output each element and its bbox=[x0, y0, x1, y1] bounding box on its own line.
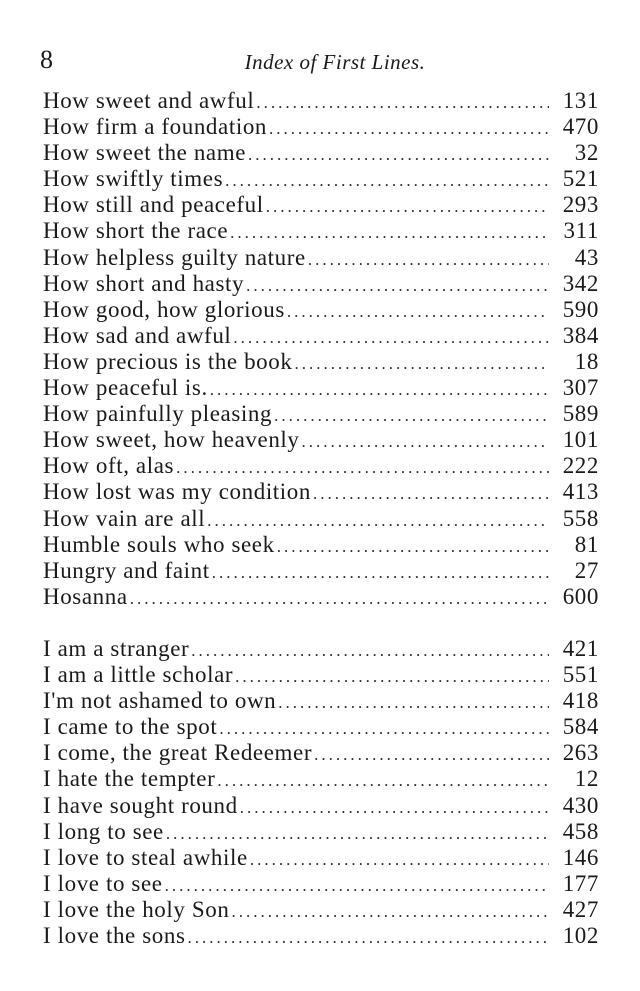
dot-leader bbox=[248, 142, 549, 168]
first-line-text: I am a little scholar bbox=[43, 662, 234, 688]
hymn-number: 590 bbox=[562, 296, 599, 322]
first-line-text: How firm a foundation bbox=[43, 114, 268, 140]
first-line-text: I came to the spot bbox=[43, 714, 218, 740]
first-line-text: I love the holy Son bbox=[43, 896, 230, 922]
first-line-text: Humble souls who seek bbox=[43, 531, 275, 557]
hymn-number: 430 bbox=[562, 792, 599, 818]
hymn-number: 600 bbox=[562, 583, 599, 609]
index-entry bbox=[43, 114, 599, 140]
hymn-number: 589 bbox=[562, 401, 599, 427]
first-line-text: How sad and awful bbox=[43, 322, 232, 348]
page-header bbox=[40, 44, 600, 76]
index-entry bbox=[43, 245, 599, 271]
first-line-text: I love the sons bbox=[43, 923, 186, 949]
hymn-number: 551 bbox=[562, 662, 599, 688]
dot-leader bbox=[269, 116, 549, 142]
hymn-number: 521 bbox=[562, 166, 599, 192]
dot-leader bbox=[231, 899, 549, 925]
hymn-number: 18 bbox=[574, 348, 599, 374]
index-entry bbox=[43, 871, 599, 897]
hymn-number: 177 bbox=[562, 870, 599, 896]
index-entry bbox=[43, 192, 599, 218]
dot-leader bbox=[188, 925, 549, 951]
first-line-text: How precious is the book bbox=[43, 348, 293, 374]
hymn-number: 101 bbox=[562, 427, 599, 453]
first-line-text: How good, how glorious bbox=[43, 296, 285, 322]
index-entry bbox=[43, 688, 599, 714]
hymn-number: 418 bbox=[562, 688, 599, 714]
first-line-text: How sweet and awful bbox=[43, 88, 255, 113]
hymn-number: 27 bbox=[574, 557, 599, 583]
dot-leader bbox=[256, 90, 549, 116]
first-line-text: I love to steal awhile bbox=[43, 844, 248, 870]
first-line-text: I am a stranger bbox=[43, 636, 190, 661]
dot-leader bbox=[235, 664, 549, 690]
dot-leader bbox=[217, 768, 549, 794]
index-entry bbox=[43, 271, 599, 297]
first-line-text: How sweet, how heavenly bbox=[43, 427, 300, 453]
index-section-i bbox=[43, 636, 599, 949]
index-entry bbox=[43, 740, 599, 766]
first-line-text: How short and hasty bbox=[43, 270, 245, 296]
hymn-number: 43 bbox=[574, 244, 599, 270]
index-entry bbox=[43, 297, 599, 323]
hymn-number: 413 bbox=[562, 479, 599, 505]
dot-leader bbox=[240, 795, 549, 821]
index-entry bbox=[43, 218, 599, 244]
dot-leader bbox=[207, 508, 549, 534]
index-entry bbox=[43, 793, 599, 819]
index-entry bbox=[43, 923, 599, 949]
dot-leader bbox=[266, 194, 549, 220]
dot-leader bbox=[250, 847, 549, 873]
index-entry bbox=[43, 662, 599, 688]
index-entry bbox=[43, 401, 599, 427]
dot-leader bbox=[212, 560, 549, 586]
dot-leader bbox=[302, 429, 549, 455]
hymn-number: 146 bbox=[562, 844, 599, 870]
index-entry bbox=[43, 506, 599, 532]
index-entry bbox=[43, 636, 599, 662]
hymn-number: 470 bbox=[562, 114, 599, 140]
hymn-number: 293 bbox=[562, 192, 599, 218]
first-line-text: I love to see bbox=[43, 870, 163, 896]
dot-leader bbox=[278, 690, 549, 716]
hymn-number: 458 bbox=[562, 818, 599, 844]
index-entry bbox=[43, 88, 599, 114]
dot-leader bbox=[308, 247, 549, 273]
index-entry bbox=[43, 558, 599, 584]
dot-leader bbox=[274, 403, 549, 429]
first-line-text: How peaceful is. bbox=[43, 375, 208, 401]
hymn-number: 81 bbox=[574, 531, 599, 557]
first-line-text: How helpless guilty nature bbox=[43, 244, 306, 270]
index-entry bbox=[43, 166, 599, 192]
first-line-text: I have sought round bbox=[43, 792, 238, 818]
first-line-text: How short the race bbox=[43, 218, 229, 244]
first-line-text: How vain are all bbox=[43, 505, 206, 531]
index-entry bbox=[43, 453, 599, 479]
hymn-number: 427 bbox=[562, 896, 599, 922]
index-entry bbox=[43, 897, 599, 923]
first-line-text: How swiftly times bbox=[43, 166, 224, 192]
index-entry bbox=[43, 140, 599, 166]
index-entry bbox=[43, 845, 599, 871]
dot-leader bbox=[294, 351, 549, 377]
index-section-h bbox=[43, 88, 599, 610]
first-line-text: How still and peaceful bbox=[43, 192, 264, 218]
first-line-text: Hosanna bbox=[43, 583, 128, 609]
hymn-number: 222 bbox=[562, 453, 599, 479]
index-entry bbox=[43, 766, 599, 792]
first-line-text: I long to see bbox=[43, 818, 164, 844]
dot-leader bbox=[246, 273, 549, 299]
hymn-number: 131 bbox=[562, 88, 599, 113]
hymn-number: 384 bbox=[562, 322, 599, 348]
hymn-number: 307 bbox=[562, 375, 599, 401]
dot-leader bbox=[225, 168, 549, 194]
first-line-text: I'm not ashamed to own bbox=[43, 688, 277, 714]
first-line-text: How painfully pleasing bbox=[43, 401, 273, 427]
dot-leader bbox=[165, 873, 549, 899]
first-line-text: Hungry and faint bbox=[43, 557, 210, 583]
index-entry bbox=[43, 427, 599, 453]
running-title: Index of First Lines. bbox=[244, 50, 426, 74]
dot-leader bbox=[219, 716, 549, 742]
dot-leader bbox=[191, 638, 549, 664]
first-line-text: How sweet the name bbox=[43, 140, 247, 166]
index-entry bbox=[43, 375, 599, 401]
hymn-number: 263 bbox=[562, 740, 599, 766]
page-number: 8 bbox=[40, 45, 53, 74]
dot-leader bbox=[313, 481, 549, 507]
hymn-number: 421 bbox=[562, 636, 599, 661]
dot-leader bbox=[277, 534, 549, 560]
index-entry bbox=[43, 532, 599, 558]
dot-leader bbox=[130, 586, 549, 612]
hymn-number: 32 bbox=[574, 140, 599, 166]
index-entry bbox=[43, 349, 599, 375]
index-entry bbox=[43, 584, 599, 610]
index-entry bbox=[43, 714, 599, 740]
hymn-number: 311 bbox=[563, 218, 599, 244]
dot-leader bbox=[314, 742, 549, 768]
dot-leader bbox=[233, 325, 549, 351]
first-line-text: I come, the great Redeemer bbox=[43, 740, 313, 766]
hymn-number: 102 bbox=[562, 923, 599, 949]
hymn-number: 12 bbox=[574, 766, 599, 792]
hymn-number: 584 bbox=[562, 714, 599, 740]
hymn-number: 342 bbox=[562, 270, 599, 296]
dot-leader bbox=[176, 455, 549, 481]
dot-leader bbox=[287, 299, 549, 325]
first-line-text: How oft, alas bbox=[43, 453, 175, 479]
dot-leader bbox=[230, 220, 549, 246]
dot-leader bbox=[166, 821, 549, 847]
index-entry bbox=[43, 323, 599, 349]
first-line-text: I hate the tempter bbox=[43, 766, 216, 792]
first-line-text: How lost was my condition bbox=[43, 479, 311, 505]
index-entry bbox=[43, 479, 599, 505]
hymn-number: 558 bbox=[562, 505, 599, 531]
dot-leader bbox=[210, 377, 549, 403]
index-entry bbox=[43, 819, 599, 845]
